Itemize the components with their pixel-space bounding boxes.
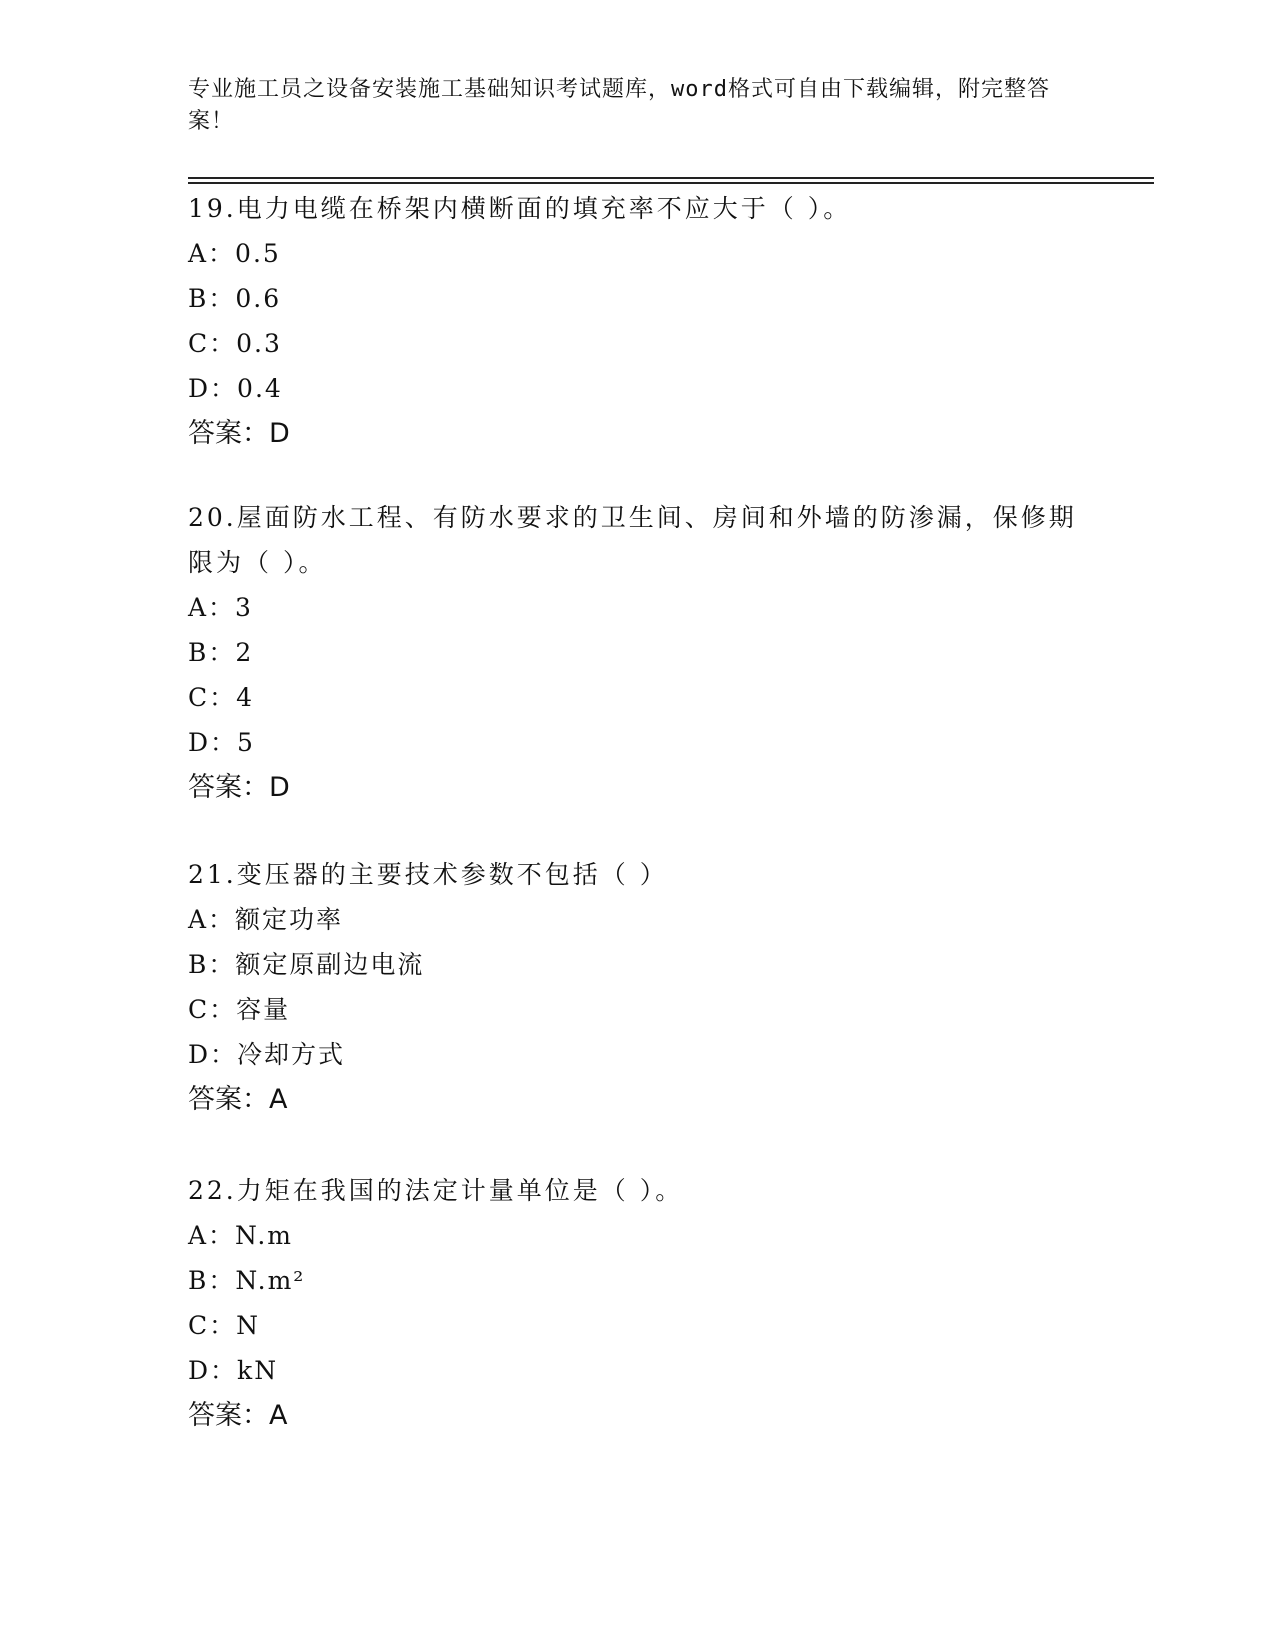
- question-21: [188, 852, 1088, 1122]
- option-c: C：容量: [188, 995, 291, 1024]
- answer: 答案：D: [188, 772, 290, 803]
- answer: 答案：A: [188, 1084, 288, 1115]
- question-19: [188, 186, 1088, 456]
- option-a: A：3: [188, 593, 253, 622]
- answer: 答案：D: [188, 418, 290, 449]
- option-b: B：0.6: [188, 284, 282, 313]
- option-b: B：额定原副边电流: [188, 950, 425, 979]
- question-text: 19.电力电缆在桥架内横断面的填充率不应大于（ ）。: [188, 194, 852, 223]
- question-text: 21.变压器的主要技术参数不包括（ ）: [188, 860, 668, 889]
- option-d: D：冷却方式: [188, 1040, 346, 1069]
- option-a: A：额定功率: [188, 905, 344, 934]
- question-text: 20.屋面防水工程、有防水要求的卫生间、房间和外墙的防渗漏，保修期限为（ ）。: [188, 503, 1077, 577]
- document-header: 专业施工员之设备安装施工基础知识考试题库，word格式可自由下载编辑，附完整答案！: [188, 77, 1050, 134]
- option-d: D：0.4: [188, 374, 283, 403]
- question-22: [188, 1168, 1088, 1438]
- option-c: C：4: [188, 683, 255, 712]
- option-c: C：N: [188, 1311, 261, 1340]
- option-d: D：5: [188, 728, 255, 757]
- header-divider-top: [188, 177, 1154, 179]
- option-c: C：0.3: [188, 329, 282, 358]
- header-divider-bottom: [188, 182, 1154, 184]
- answer: 答案：A: [188, 1400, 288, 1431]
- question-20: [188, 495, 1088, 810]
- question-text: 22.力矩在我国的法定计量单位是（ ）。: [188, 1176, 684, 1205]
- option-d: D：kN: [188, 1356, 279, 1385]
- option-a: A：N.m: [188, 1221, 293, 1250]
- option-b: B：2: [188, 638, 254, 667]
- option-b: B：N.m²: [188, 1266, 306, 1295]
- option-a: A：0.5: [188, 239, 281, 268]
